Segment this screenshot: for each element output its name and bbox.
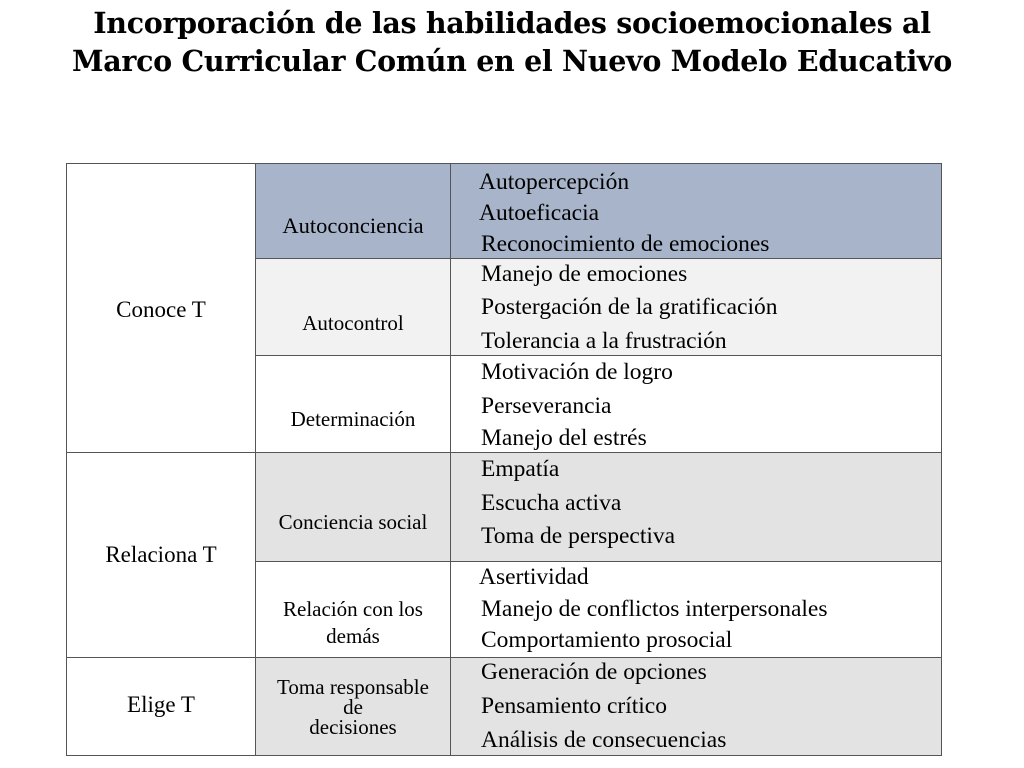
dimension-cell-autocontrol <box>255 258 451 356</box>
skill-item: Empatía <box>481 456 560 482</box>
page-title <box>0 4 1024 80</box>
skill-item: Asertividad <box>479 564 589 590</box>
skills-cell-toma-responsable <box>450 657 942 756</box>
dimension-label-autoconciencia: Autoconciencia <box>282 213 424 238</box>
group-label-conoce: Conoce T <box>116 297 206 322</box>
skill-item: Manejo de emociones <box>481 261 688 287</box>
dimension-cell-determinacion <box>255 355 451 453</box>
skill-item: Comportamiento prosocial <box>481 627 733 653</box>
skill-item: Manejo del estrés <box>481 425 647 451</box>
skills-cell-autoconciencia <box>450 163 942 259</box>
dimension-cell-conciencia-social <box>255 452 451 562</box>
skills-cell-relacion-con-los-demas <box>450 561 942 658</box>
dimension-label-toma-line-2: de <box>343 695 363 719</box>
page-title-line-2: Marco Curricular Común en el Nuevo Modelo Educativo <box>72 44 952 78</box>
skill-item: Generación de opciones <box>481 659 707 685</box>
dimension-cell-relacion-con-los-demas <box>255 561 451 658</box>
skill-item: Escucha activa <box>481 490 622 516</box>
group-cell-relaciona <box>66 452 256 658</box>
skills-cell-autocontrol <box>450 258 942 356</box>
skill-item: Autopercepción <box>479 169 630 195</box>
skill-item: Motivación de logro <box>481 359 673 385</box>
group-cell-conoce <box>66 163 256 453</box>
dimension-label-determinacion: Determinación <box>290 407 416 431</box>
skill-item: Análisis de consecuencias <box>481 727 727 753</box>
dimension-label-conciencia-social: Conciencia social <box>278 510 428 534</box>
group-cell-elige <box>66 657 256 756</box>
skill-item: Perseverancia <box>481 393 612 419</box>
dimension-cell-autoconciencia <box>255 163 451 259</box>
skills-cell-determinacion <box>450 355 942 453</box>
group-label-elige: Elige T <box>127 692 195 717</box>
dimension-label-relacion-line-2: demás <box>326 624 380 648</box>
skills-table <box>66 163 942 756</box>
skills-cell-conciencia-social <box>450 452 942 562</box>
skill-item: Autoeficacia <box>479 200 600 226</box>
group-label-relaciona: Relaciona T <box>105 542 217 567</box>
dimension-label-toma-line-3: decisiones <box>309 715 397 739</box>
dimension-label-toma-line-1: Toma responsable <box>277 675 429 699</box>
skill-item: Toma de perspectiva <box>481 523 676 549</box>
page-title-line-1: Incorporación de las habilidades socioemocionales al <box>93 6 931 40</box>
dimension-cell-toma-responsable <box>255 657 451 756</box>
dimension-label-autocontrol: Autocontrol <box>302 311 404 335</box>
skill-item: Tolerancia a la frustración <box>481 328 727 354</box>
skill-item: Reconocimiento de emociones <box>481 231 770 257</box>
skill-item: Postergación de la gratificación <box>481 294 778 320</box>
skill-item: Pensamiento crítico <box>481 693 667 719</box>
dimension-label-relacion-line-1: Relación con los <box>283 597 423 621</box>
skill-item: Manejo de conflictos interpersonales <box>481 596 828 622</box>
